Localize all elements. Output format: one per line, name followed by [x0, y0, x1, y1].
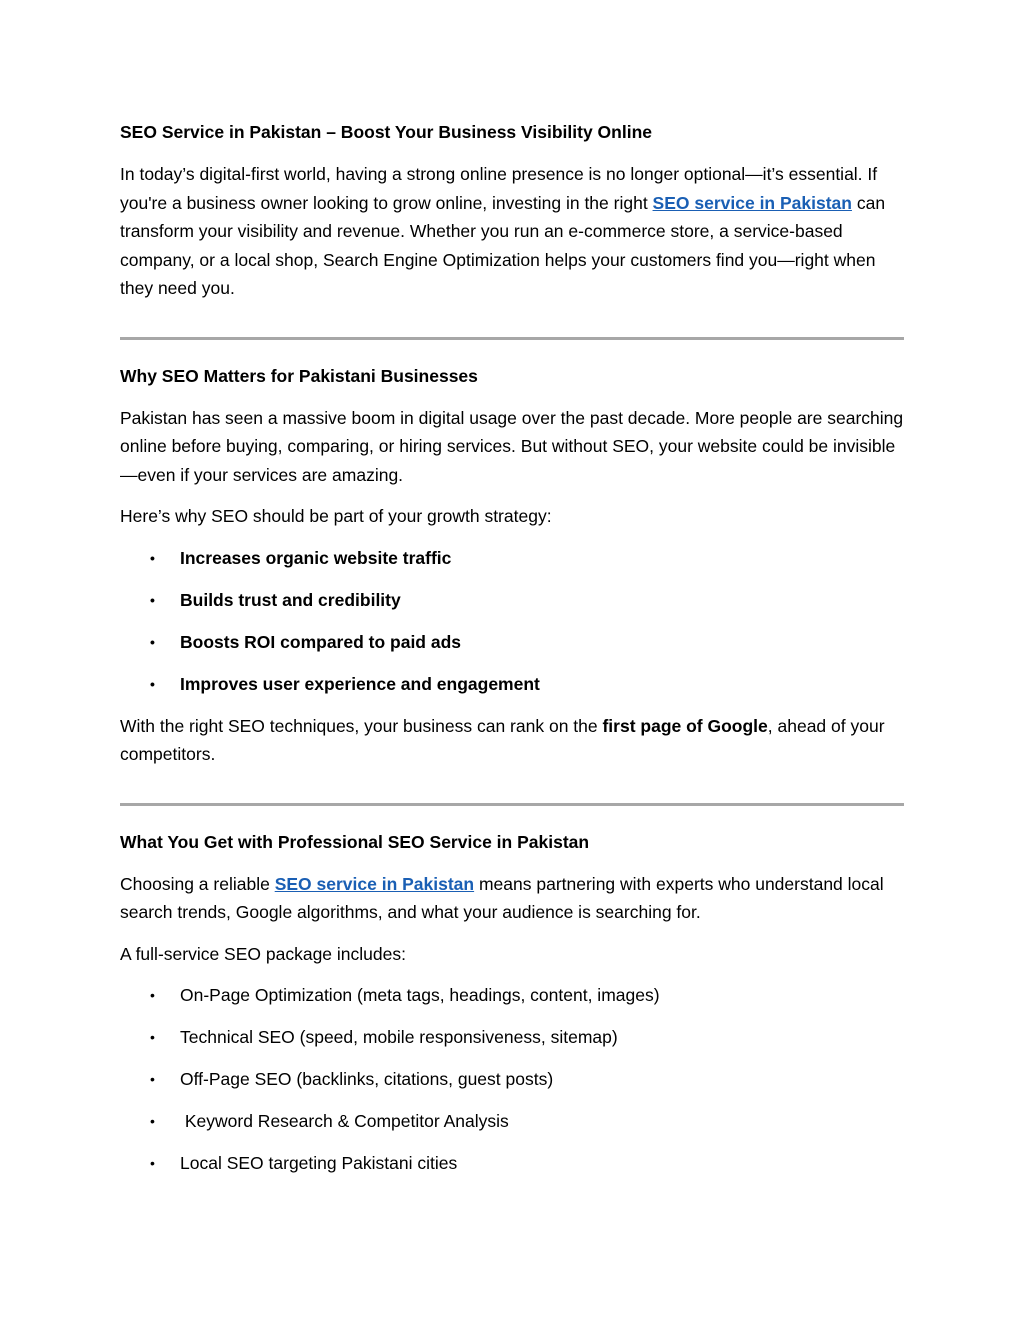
- why-paragraph-2: Here’s why SEO should be part of your growth strategy:: [120, 506, 552, 526]
- why-paragraph-3: [120, 712, 904, 769]
- what-bullet-list: [120, 981, 904, 1178]
- why-text-bold: first page of Google: [602, 715, 768, 736]
- seo-service-link[interactable]: SEO service in Pakistan: [652, 192, 852, 213]
- list-item-text: Off-Page SEO (backlinks, citations, guest posts): [180, 1069, 554, 1089]
- why-text-after: , ahead of your competitors.: [120, 715, 885, 764]
- list-item-text: Increases organic website traffic: [180, 547, 452, 568]
- list-item-text: Builds trust and credibility: [180, 589, 401, 610]
- seo-service-link[interactable]: SEO service in Pakistan: [274, 873, 475, 894]
- bullet-icon: •: [150, 591, 155, 608]
- why-heading: Why SEO Matters for Pakistani Businesses: [120, 365, 478, 386]
- bullet-icon: •: [150, 549, 155, 566]
- why-bullet-list: [120, 544, 904, 699]
- what-paragraph-2: A full-service SEO package includes:: [120, 943, 406, 964]
- intro-text-after: can transform your visibility and revenue. Whether you run an e-commerce store, a service-based company, or a local shop, Search Engine Optimization helps your customers find you—right when they need you.: [120, 192, 886, 298]
- intro-heading: SEO Service in Pakistan – Boost Your Business Visibility Online: [120, 122, 652, 142]
- list-item: [120, 670, 904, 699]
- what-paragraph-1: [120, 870, 904, 927]
- list-item: [120, 628, 904, 657]
- bullet-icon: •: [150, 987, 155, 1003]
- bullet-icon: •: [150, 1155, 155, 1171]
- document-page: [120, 118, 904, 1191]
- bullet-icon: •: [150, 1029, 155, 1045]
- list-item: [120, 1023, 904, 1052]
- what-heading: What You Get with Professional SEO Service in Pakistan: [120, 831, 590, 852]
- list-item: [120, 586, 904, 615]
- list-item-text: Technical SEO (speed, mobile responsiveness, sitemap): [180, 1027, 618, 1047]
- list-item-text: Keyword Research & Competitor Analysis: [180, 1111, 509, 1131]
- bullet-icon: •: [150, 1071, 155, 1087]
- bullet-icon: •: [150, 675, 155, 692]
- intro-text-before: In today’s digital-first world, having a strong online presence is no longer optional—it’s essential. If you're a business owner looking to grow online, investing in the right: [120, 164, 878, 213]
- list-item-text: Local SEO targeting Pakistani cities: [180, 1153, 458, 1173]
- list-item: [120, 1065, 904, 1094]
- why-text-before: With the right SEO techniques, your business can rank on the: [120, 715, 603, 736]
- intro-section: [120, 118, 904, 303]
- list-item: [120, 544, 904, 573]
- intro-paragraph: [120, 160, 904, 303]
- what-text-after: means partnering with experts who understand local search trends, Google algorithms, and what your audience is searching for.: [120, 873, 884, 922]
- list-item-text: On-Page Optimization (meta tags, headings, content, images): [180, 985, 660, 1005]
- what-text-before: Choosing a reliable: [120, 873, 275, 894]
- what-section: [120, 828, 904, 1178]
- list-item-text: Boosts ROI compared to paid ads: [180, 631, 462, 652]
- list-item: [120, 1149, 904, 1178]
- why-paragraph-1: Pakistan has seen a massive boom in digital usage over the past decade. More people are searching online before buying, comparing, or hiring services. But without SEO, your website could be invisible—even if your services are amazing.: [120, 407, 904, 485]
- list-item: [120, 1107, 904, 1136]
- bullet-icon: •: [150, 1113, 155, 1129]
- list-item: [120, 981, 904, 1010]
- why-section: [120, 362, 904, 769]
- list-item-text: Improves user experience and engagement: [180, 673, 540, 694]
- bullet-icon: •: [150, 633, 155, 650]
